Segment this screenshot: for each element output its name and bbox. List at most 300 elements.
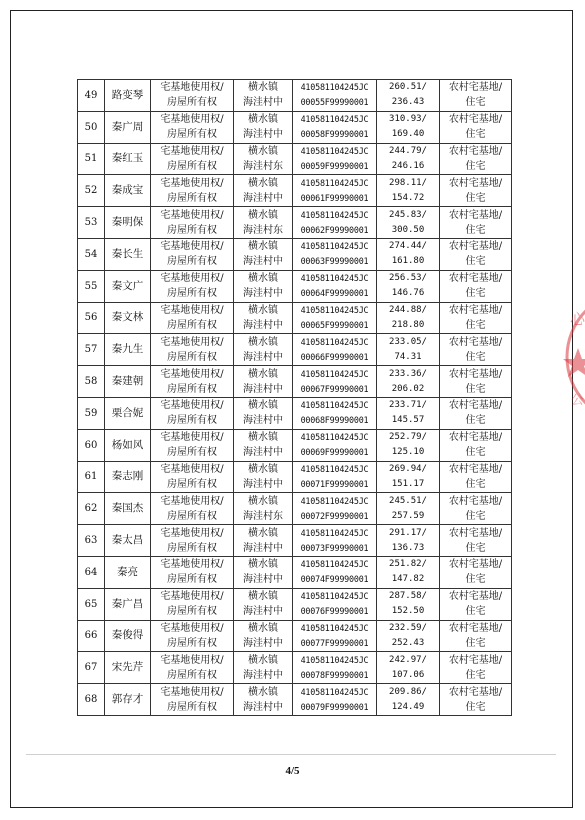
usage-line: 住宅 [465, 415, 486, 427]
unit-code-line: 410581104245JC [300, 177, 369, 188]
unit-code-cell [293, 652, 377, 684]
unit-code-line: 00065F99990001 [300, 319, 369, 330]
row-number-cell: 55 [78, 270, 105, 302]
owner-name-cell: 秦明保 [105, 207, 151, 239]
owner-name-cell: 栗合妮 [105, 397, 151, 429]
usage-line: 农村宅基地/ [448, 591, 503, 603]
owner-name-cell: 秦文广 [105, 270, 151, 302]
right-type-cell [151, 143, 234, 175]
location-cell [234, 652, 293, 684]
location-line: 海洼村中 [243, 256, 283, 268]
area-line: 256.53/ [389, 273, 427, 284]
location-cell [234, 111, 293, 143]
unit-code-line: 410581104245JC [300, 209, 369, 220]
usage-line: 农村宅基地/ [448, 368, 503, 380]
table-row [78, 207, 512, 239]
right-type-line: 房屋所有权 [167, 383, 217, 395]
area-cell [377, 175, 440, 207]
row-number-cell: 65 [78, 588, 105, 620]
unit-code-line: 410581104245JC [300, 273, 369, 284]
area-cell [377, 525, 440, 557]
area-line: 125.10 [391, 447, 425, 458]
location-cell [234, 429, 293, 461]
unit-code-line: 410581104245JC [300, 336, 369, 347]
right-type-cell [151, 397, 234, 429]
unit-code-line: 00068F99990001 [300, 415, 369, 426]
area-line: 291.17/ [389, 527, 427, 538]
usage-cell [440, 238, 512, 270]
table-row [78, 238, 512, 270]
unit-code-line: 00067F99990001 [300, 383, 369, 394]
owner-name-cell: 秦广周 [105, 111, 151, 143]
owner-name-cell: 秦广昌 [105, 588, 151, 620]
records-table [77, 79, 512, 716]
unit-code-line: 00071F99990001 [300, 478, 369, 489]
right-type-line: 房屋所有权 [167, 542, 217, 554]
row-number-cell: 63 [78, 525, 105, 557]
usage-line: 农村宅基地/ [448, 400, 503, 412]
unit-code-cell [293, 461, 377, 493]
usage-line: 住宅 [465, 637, 486, 649]
row-number-cell: 56 [78, 302, 105, 334]
area-line: 242.97/ [389, 654, 427, 665]
row-number-cell: 51 [78, 143, 105, 175]
location-cell [234, 588, 293, 620]
right-type-line: 房屋所有权 [167, 415, 217, 427]
usage-cell [440, 461, 512, 493]
row-number-cell: 58 [78, 366, 105, 398]
area-cell [377, 302, 440, 334]
unit-code-line: 00063F99990001 [300, 256, 369, 267]
area-cell [377, 270, 440, 302]
right-type-line: 房屋所有权 [167, 510, 217, 522]
right-type-cell [151, 80, 234, 112]
area-cell [377, 620, 440, 652]
location-cell [234, 238, 293, 270]
location-cell [234, 397, 293, 429]
right-type-cell [151, 111, 234, 143]
right-type-line: 房屋所有权 [167, 160, 217, 172]
unit-code-line: 410581104245JC [300, 82, 369, 93]
usage-cell [440, 493, 512, 525]
area-line: 136.73 [391, 542, 425, 553]
unit-code-cell [293, 175, 377, 207]
usage-line: 农村宅基地/ [448, 432, 503, 444]
right-type-line: 房屋所有权 [167, 224, 217, 236]
table-row [78, 461, 512, 493]
location-cell [234, 175, 293, 207]
usage-line: 农村宅基地/ [448, 495, 503, 507]
right-type-cell [151, 652, 234, 684]
location-line: 横水镇 [248, 686, 278, 698]
unit-code-cell [293, 270, 377, 302]
area-line: 232.59/ [389, 622, 427, 633]
location-line: 横水镇 [248, 209, 278, 221]
area-line: 246.16 [391, 160, 425, 171]
row-number-cell: 54 [78, 238, 105, 270]
usage-cell [440, 397, 512, 429]
location-line: 海洼村东 [243, 160, 283, 172]
area-line: 124.49 [391, 701, 425, 712]
usage-line: 住宅 [465, 288, 486, 300]
location-cell [234, 302, 293, 334]
location-line: 海洼村中 [243, 97, 283, 109]
right-type-cell [151, 620, 234, 652]
unit-code-line: 00077F99990001 [300, 637, 369, 648]
right-type-line: 宅基地使用权/ [160, 114, 224, 126]
right-type-line: 房屋所有权 [167, 637, 217, 649]
area-line: 146.76 [391, 288, 425, 299]
usage-line: 住宅 [465, 256, 486, 268]
location-line: 海洼村中 [243, 383, 283, 395]
area-line: 209.86/ [389, 686, 427, 697]
owner-name-cell: 秦俊得 [105, 620, 151, 652]
location-line: 横水镇 [248, 559, 278, 571]
usage-line: 住宅 [465, 192, 486, 204]
table-row [78, 366, 512, 398]
row-number-cell: 64 [78, 556, 105, 588]
unit-code-cell [293, 111, 377, 143]
owner-name-cell: 秦太昌 [105, 525, 151, 557]
usage-line: 农村宅基地/ [448, 241, 503, 253]
area-cell [377, 366, 440, 398]
right-type-line: 宅基地使用权/ [160, 368, 224, 380]
table-row [78, 143, 512, 175]
unit-code-cell [293, 684, 377, 716]
right-type-line: 宅基地使用权/ [160, 495, 224, 507]
right-type-line: 宅基地使用权/ [160, 400, 224, 412]
right-type-line: 宅基地使用权/ [160, 336, 224, 348]
usage-line: 住宅 [465, 447, 486, 459]
unit-code-cell [293, 620, 377, 652]
right-type-line: 宅基地使用权/ [160, 82, 224, 94]
right-type-line: 宅基地使用权/ [160, 686, 224, 698]
unit-code-cell [293, 429, 377, 461]
usage-line: 农村宅基地/ [448, 82, 503, 94]
location-line: 横水镇 [248, 145, 278, 157]
location-line: 横水镇 [248, 368, 278, 380]
right-type-line: 房屋所有权 [167, 701, 217, 713]
location-cell [234, 366, 293, 398]
area-line: 300.50 [391, 224, 425, 235]
unit-code-cell [293, 525, 377, 557]
right-type-cell [151, 238, 234, 270]
records-body [78, 80, 512, 716]
row-number-cell: 67 [78, 652, 105, 684]
unit-code-line: 00073F99990001 [300, 542, 369, 553]
area-cell [377, 397, 440, 429]
row-number-cell: 50 [78, 111, 105, 143]
usage-cell [440, 334, 512, 366]
usage-cell [440, 652, 512, 684]
area-line: 244.88/ [389, 304, 427, 315]
unit-code-line: 410581104245JC [300, 463, 369, 474]
location-line: 海洼村中 [243, 701, 283, 713]
area-line: 145.57 [391, 415, 425, 426]
usage-cell [440, 525, 512, 557]
unit-code-line: 00064F99990001 [300, 288, 369, 299]
table-row [78, 80, 512, 112]
area-line: 152.50 [391, 606, 425, 617]
area-line: 257.59 [391, 510, 425, 521]
right-type-line: 宅基地使用权/ [160, 432, 224, 444]
location-line: 海洼村中 [243, 669, 283, 681]
unit-code-cell [293, 366, 377, 398]
location-line: 海洼村中 [243, 129, 283, 141]
usage-line: 住宅 [465, 224, 486, 236]
right-type-line: 宅基地使用权/ [160, 273, 224, 285]
location-line: 横水镇 [248, 622, 278, 634]
area-cell [377, 80, 440, 112]
row-number-cell: 59 [78, 397, 105, 429]
owner-name-cell: 秦建朝 [105, 366, 151, 398]
area-line: 151.17 [391, 478, 425, 489]
area-line: 107.06 [391, 669, 425, 680]
area-line: 161.80 [391, 256, 425, 267]
location-line: 横水镇 [248, 336, 278, 348]
unit-code-line: 410581104245JC [300, 400, 369, 411]
area-line: 274.44/ [389, 241, 427, 252]
right-type-line: 房屋所有权 [167, 574, 217, 586]
unit-code-cell [293, 207, 377, 239]
area-line: 206.02 [391, 383, 425, 394]
location-line: 横水镇 [248, 591, 278, 603]
area-line: 310.93/ [389, 114, 427, 125]
location-line: 海洼村中 [243, 478, 283, 490]
row-number-cell: 60 [78, 429, 105, 461]
usage-cell [440, 620, 512, 652]
table-row [78, 302, 512, 334]
right-type-line: 房屋所有权 [167, 288, 217, 300]
usage-line: 住宅 [465, 97, 486, 109]
right-type-line: 房屋所有权 [167, 478, 217, 490]
table-row [78, 397, 512, 429]
area-line: 233.71/ [389, 400, 427, 411]
usage-line: 住宅 [465, 606, 486, 618]
row-number-cell: 61 [78, 461, 105, 493]
usage-line: 住宅 [465, 129, 486, 141]
right-type-line: 房屋所有权 [167, 192, 217, 204]
usage-line: 住宅 [465, 701, 486, 713]
unit-code-line: 410581104245JC [300, 559, 369, 570]
usage-line: 农村宅基地/ [448, 654, 503, 666]
area-line: 251.82/ [389, 559, 427, 570]
right-type-cell [151, 334, 234, 366]
table-row [78, 493, 512, 525]
usage-line: 农村宅基地/ [448, 273, 503, 285]
unit-code-line: 00076F99990001 [300, 606, 369, 617]
location-line: 海洼村中 [243, 574, 283, 586]
usage-cell [440, 111, 512, 143]
usage-line: 住宅 [465, 669, 486, 681]
owner-name-cell: 秦红玉 [105, 143, 151, 175]
area-cell [377, 493, 440, 525]
location-cell [234, 525, 293, 557]
owner-name-cell: 秦文林 [105, 302, 151, 334]
unit-code-line: 00062F99990001 [300, 224, 369, 235]
unit-code-line: 410581104245JC [300, 145, 369, 156]
location-line: 横水镇 [248, 177, 278, 189]
right-type-line: 宅基地使用权/ [160, 145, 224, 157]
unit-code-line: 410581104245JC [300, 368, 369, 379]
location-cell [234, 493, 293, 525]
unit-code-line: 410581104245JC [300, 591, 369, 602]
area-line: 244.79/ [389, 145, 427, 156]
right-type-cell [151, 525, 234, 557]
area-line: 169.40 [391, 129, 425, 140]
owner-name-cell: 宋先芹 [105, 652, 151, 684]
usage-line: 住宅 [465, 574, 486, 586]
unit-code-line: 00074F99990001 [300, 574, 369, 585]
table-row [78, 525, 512, 557]
usage-cell [440, 270, 512, 302]
unit-code-cell [293, 80, 377, 112]
right-type-line: 房屋所有权 [167, 97, 217, 109]
unit-code-cell [293, 143, 377, 175]
right-type-line: 房屋所有权 [167, 129, 217, 141]
table-row [78, 556, 512, 588]
area-line: 233.36/ [389, 368, 427, 379]
location-line: 横水镇 [248, 241, 278, 253]
row-number-cell: 49 [78, 80, 105, 112]
table-row [78, 334, 512, 366]
right-type-line: 宅基地使用权/ [160, 654, 224, 666]
usage-cell [440, 366, 512, 398]
table-row [78, 270, 512, 302]
area-line: 147.82 [391, 574, 425, 585]
right-type-line: 宅基地使用权/ [160, 241, 224, 253]
usage-cell [440, 207, 512, 239]
owner-name-cell: 杨如风 [105, 429, 151, 461]
area-line: 218.80 [391, 319, 425, 330]
usage-line: 农村宅基地/ [448, 304, 503, 316]
area-line: 287.58/ [389, 591, 427, 602]
unit-code-line: 410581104245JC [300, 304, 369, 315]
right-type-line: 宅基地使用权/ [160, 177, 224, 189]
right-type-cell [151, 175, 234, 207]
usage-cell [440, 588, 512, 620]
table-row [78, 175, 512, 207]
unit-code-line: 410581104245JC [300, 114, 369, 125]
area-cell [377, 556, 440, 588]
usage-line: 农村宅基地/ [448, 622, 503, 634]
usage-line: 住宅 [465, 160, 486, 172]
location-line: 海洼村中 [243, 288, 283, 300]
area-cell [377, 652, 440, 684]
owner-name-cell: 秦长生 [105, 238, 151, 270]
unit-code-line: 410581104245JC [300, 686, 369, 697]
area-line: 233.05/ [389, 336, 427, 347]
unit-code-line: 00059F99990001 [300, 160, 369, 171]
location-line: 横水镇 [248, 400, 278, 412]
right-type-cell [151, 270, 234, 302]
location-line: 海洼村中 [243, 542, 283, 554]
location-line: 海洼村东 [243, 224, 283, 236]
table-row [78, 652, 512, 684]
location-cell [234, 461, 293, 493]
area-cell [377, 429, 440, 461]
right-type-line: 房屋所有权 [167, 447, 217, 459]
row-number-cell: 66 [78, 620, 105, 652]
location-line: 横水镇 [248, 432, 278, 444]
row-number-cell: 62 [78, 493, 105, 525]
area-line: 245.83/ [389, 209, 427, 220]
location-cell [234, 620, 293, 652]
right-type-cell [151, 684, 234, 716]
right-type-line: 房屋所有权 [167, 669, 217, 681]
unit-code-cell [293, 556, 377, 588]
usage-cell [440, 684, 512, 716]
location-cell [234, 80, 293, 112]
usage-line: 农村宅基地/ [448, 145, 503, 157]
usage-line: 住宅 [465, 542, 486, 554]
usage-line: 住宅 [465, 319, 486, 331]
footer-divider [26, 754, 556, 755]
location-line: 海洼村中 [243, 447, 283, 459]
row-number-cell: 52 [78, 175, 105, 207]
area-cell [377, 238, 440, 270]
location-line: 横水镇 [248, 82, 278, 94]
usage-cell [440, 175, 512, 207]
unit-code-line: 410581104245JC [300, 241, 369, 252]
area-line: 269.94/ [389, 463, 427, 474]
location-cell [234, 334, 293, 366]
right-type-line: 房屋所有权 [167, 351, 217, 363]
location-line: 横水镇 [248, 654, 278, 666]
unit-code-line: 410581104245JC [300, 622, 369, 633]
location-cell [234, 556, 293, 588]
location-line: 横水镇 [248, 273, 278, 285]
right-type-line: 宅基地使用权/ [160, 463, 224, 475]
row-number-cell: 57 [78, 334, 105, 366]
unit-code-line: 00069F99990001 [300, 447, 369, 458]
right-type-cell [151, 302, 234, 334]
table-row [78, 684, 512, 716]
right-type-cell [151, 556, 234, 588]
area-line: 298.11/ [389, 177, 427, 188]
usage-cell [440, 143, 512, 175]
location-line: 横水镇 [248, 527, 278, 539]
unit-code-line: 00079F99990001 [300, 701, 369, 712]
table-row [78, 111, 512, 143]
usage-line: 农村宅基地/ [448, 336, 503, 348]
location-line: 海洼村中 [243, 319, 283, 331]
seal-icon [561, 282, 585, 432]
unit-code-line: 410581104245JC [300, 654, 369, 665]
location-cell [234, 207, 293, 239]
area-cell [377, 207, 440, 239]
unit-code-line: 00066F99990001 [300, 351, 369, 362]
area-line: 252.79/ [389, 432, 427, 443]
usage-cell [440, 429, 512, 461]
row-number-cell: 53 [78, 207, 105, 239]
area-cell [377, 588, 440, 620]
usage-line: 农村宅基地/ [448, 463, 503, 475]
area-line: 245.51/ [389, 495, 427, 506]
location-cell [234, 684, 293, 716]
usage-line: 农村宅基地/ [448, 209, 503, 221]
usage-line: 住宅 [465, 383, 486, 395]
area-line: 74.31 [394, 351, 422, 362]
right-type-cell [151, 366, 234, 398]
area-cell [377, 111, 440, 143]
usage-line: 农村宅基地/ [448, 114, 503, 126]
area-line: 260.51/ [389, 82, 427, 93]
unit-code-line: 00055F99990001 [300, 97, 369, 108]
table-row [78, 588, 512, 620]
owner-name-cell: 秦亮 [105, 556, 151, 588]
row-number-cell: 68 [78, 684, 105, 716]
